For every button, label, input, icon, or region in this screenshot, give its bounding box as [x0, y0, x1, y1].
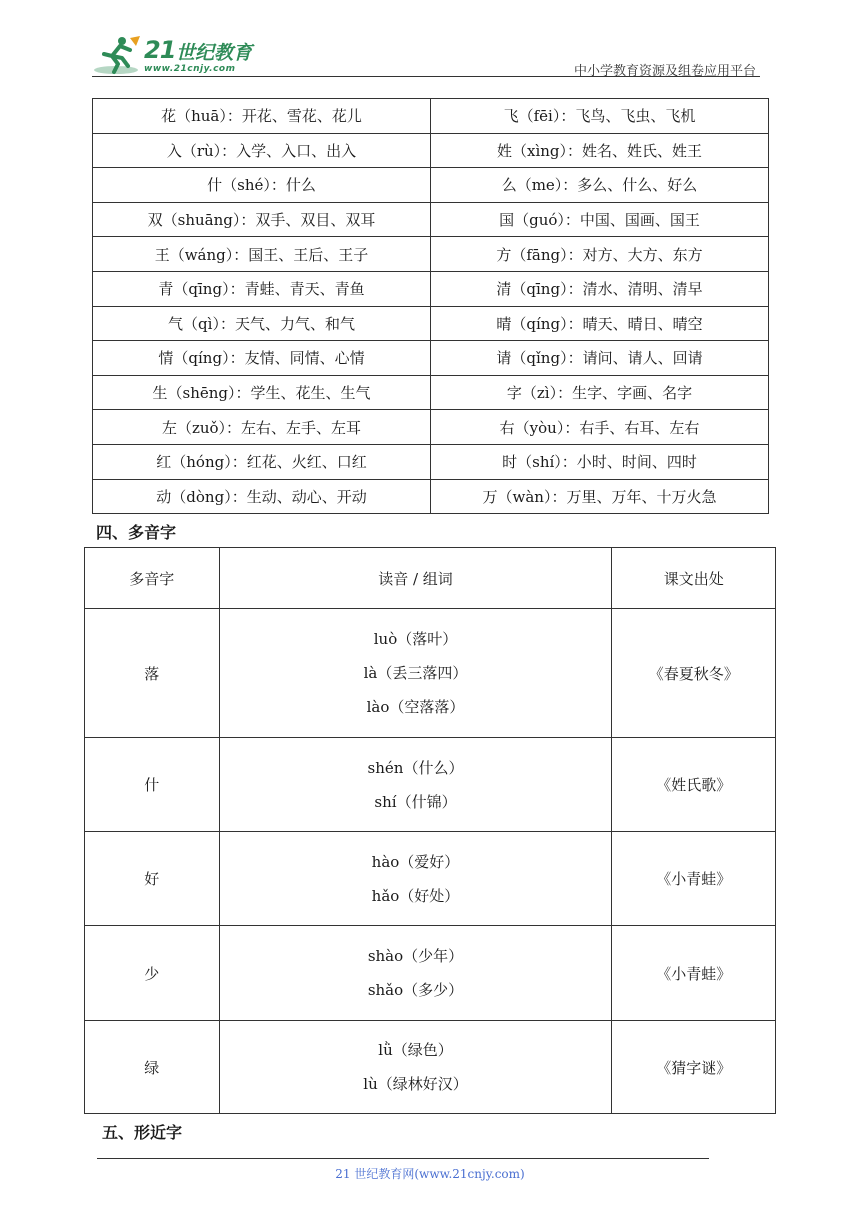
reading-item: lào（空落落）	[366, 698, 465, 716]
vocab-cell-left: 什（shé）：什么	[93, 168, 431, 203]
reading-item: hào（爱好）	[371, 852, 460, 871]
polyphone-row	[85, 609, 776, 738]
polyphone-readings	[219, 832, 612, 926]
polyphone-readings	[219, 738, 612, 832]
table-row	[93, 271, 769, 306]
site-logo[interactable]	[92, 34, 292, 76]
reading-item: lù（绿林好汉）	[363, 1075, 468, 1093]
vocab-cell-left: 王（wáng）：国王、王后、王子	[93, 237, 431, 272]
vocab-cell-left: 入（rù）：入学、入口、出入	[93, 133, 431, 168]
polyphone-row	[85, 926, 776, 1021]
table-row	[93, 444, 769, 479]
vocab-cell-right: 方（fāng）：对方、大方、东方	[431, 237, 769, 272]
header-cell-readings: 读音 / 组词	[219, 548, 612, 609]
vocab-cell-right: 晴（qíng）：晴天、晴日、晴空	[431, 306, 769, 341]
reading-item: shào（少年）	[367, 947, 464, 965]
header-cell-source: 课文出处	[612, 548, 776, 609]
header-cell-char: 多音字	[85, 548, 220, 609]
table-row	[93, 479, 769, 514]
polyphone-char: 好	[85, 832, 220, 926]
runner-logo-icon	[92, 34, 142, 76]
reading-item: shén（什么）	[367, 758, 464, 777]
polyphone-source: 《小青蛙》	[612, 926, 776, 1021]
vocab-cell-left: 青（qīng）：青蛙、青天、青鱼	[93, 271, 431, 306]
polyphone-source: 《春夏秋冬》	[612, 609, 776, 738]
footer-link[interactable]: 21 世纪教育网(www.21cnjy.com)	[335, 1167, 525, 1181]
vocab-cell-left: 花（huā）：开花、雪花、花儿	[93, 99, 431, 134]
polyphone-readings	[219, 1021, 612, 1114]
reading-item: hǎo（好处）	[371, 886, 460, 905]
polyphone-row	[85, 1021, 776, 1114]
table-row	[93, 133, 769, 168]
vocab-cell-right: 万（wàn）：万里、万年、十万火急	[431, 479, 769, 514]
polyphone-readings	[219, 926, 612, 1021]
table-row	[93, 202, 769, 237]
table-row	[93, 168, 769, 203]
polyphone-char: 什	[85, 738, 220, 832]
table-row	[93, 341, 769, 376]
polyphone-table	[84, 547, 776, 1114]
page-header	[92, 28, 760, 78]
vocab-cell-left: 气（qì）：天气、力气、和气	[93, 306, 431, 341]
polyphone-row	[85, 832, 776, 926]
vocab-cell-left: 双（shuāng）：双手、双目、双耳	[93, 202, 431, 237]
reading-item: lǜ（绿色）	[378, 1041, 453, 1059]
vocab-cell-right: 右（yòu）：右手、右耳、左右	[431, 410, 769, 445]
table-row	[93, 375, 769, 410]
vocab-cell-right: 字（zì）：生字、字画、名字	[431, 375, 769, 410]
vocab-cell-left: 动（dòng）：生动、动心、开动	[93, 479, 431, 514]
header-divider	[92, 76, 760, 77]
table-row	[93, 237, 769, 272]
vocabulary-table	[92, 98, 769, 514]
logo-21-text: 21	[144, 36, 176, 64]
polyphone-source: 《猜字谜》	[612, 1021, 776, 1114]
polyphone-source: 《姓氏歌》	[612, 738, 776, 832]
vocab-cell-left: 红（hóng）：红花、火红、口红	[93, 444, 431, 479]
section-4-title: 四、多音字	[96, 523, 177, 542]
polyphone-source: 《小青蛙》	[612, 832, 776, 926]
table-row	[93, 99, 769, 134]
reading-item: luò（落叶）	[373, 630, 458, 648]
polyphone-readings	[219, 609, 612, 738]
vocab-cell-left: 左（zuǒ）：左右、左手、左耳	[93, 410, 431, 445]
vocab-cell-right: 姓（xìng）：姓名、姓氏、姓王	[431, 133, 769, 168]
polyphone-row	[85, 738, 776, 832]
vocab-cell-right: 飞（fēi）：飞鸟、飞虫、飞机	[431, 99, 769, 134]
platform-label: 中小学教育资源及组卷应用平台	[573, 64, 756, 79]
table-row	[93, 410, 769, 445]
polyphone-header-row	[85, 548, 776, 609]
vocab-cell-left: 情（qíng）：友情、同情、心情	[93, 341, 431, 376]
logo-url-text: www.21cnjy.com	[144, 64, 236, 74]
reading-item: là（丢三落四）	[363, 664, 468, 682]
reading-item: shǎo（多少）	[367, 981, 464, 999]
vocab-cell-right: 清（qīng）：清水、清明、清早	[431, 271, 769, 306]
vocab-cell-right: 时（shí）：小时、时间、四时	[431, 444, 769, 479]
reading-item: shí（什锦）	[374, 792, 457, 811]
table-row	[93, 306, 769, 341]
polyphone-char: 落	[85, 609, 220, 738]
polyphone-char: 少	[85, 926, 220, 1021]
vocab-cell-right: 国（guó）：中国、国画、国王	[431, 202, 769, 237]
logo-name-text: 世纪教育	[176, 42, 253, 64]
vocab-cell-right: 么（me）：多么、什么、好么	[431, 168, 769, 203]
polyphone-char: 绿	[85, 1021, 220, 1114]
footer-divider	[97, 1158, 709, 1159]
section-5-title: 五、形近字	[102, 1123, 183, 1142]
vocab-cell-right: 请（qǐng）：请问、请人、回请	[431, 341, 769, 376]
vocab-cell-left: 生（shēng）：学生、花生、生气	[93, 375, 431, 410]
